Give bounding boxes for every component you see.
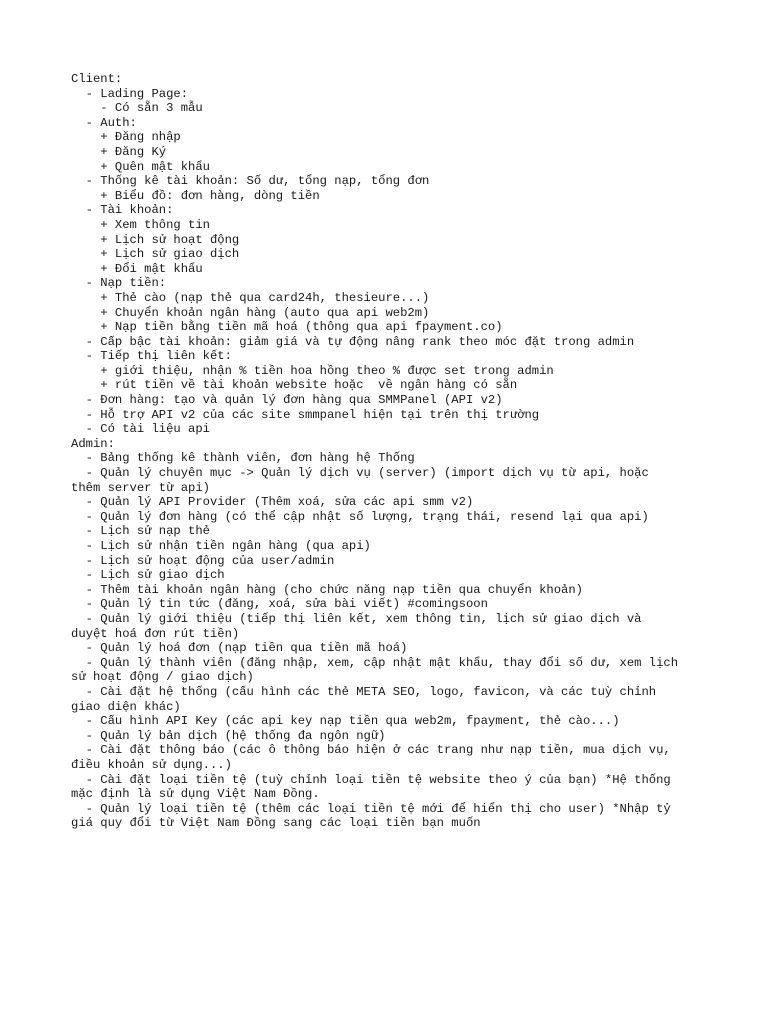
text-line: - Cấp bậc tài khoản: giảm giá và tự động nâng rank theo móc đặt trong admin — [71, 334, 635, 349]
text-line: mặc định là sử dụng Việt Nam Đồng. — [71, 787, 320, 802]
text-line: - Bảng thống kê thành viên, đơn hàng hệ Thống — [71, 451, 415, 466]
text-line: sử hoạt động / giao dịch) — [71, 670, 254, 685]
text-line: - Thêm tài khoản ngân hàng (cho chức năng nạp tiền qua chuyển khoản) — [71, 582, 583, 597]
text-line: - Lading Page: — [71, 86, 189, 101]
text-line: - Có sẵn 3 mẫu — [71, 101, 203, 116]
text-line: + Thẻ cào (nạp thẻ qua card24h, thesieure...) — [71, 290, 430, 305]
text-line: - Nạp tiền: — [71, 276, 167, 291]
text-line: - Quản lý API Provider (Thêm xoá, sửa các api smm v2) — [71, 495, 474, 510]
text-line: - Đơn hàng: tạo và quản lý đơn hàng qua SMMPanel (API v2) — [71, 393, 503, 408]
text-line: + Xem thông tin — [71, 217, 210, 232]
text-line: + Chuyển khoản ngân hàng (auto qua api web2m) — [71, 305, 430, 320]
text-line: - Có tài liệu api — [71, 422, 210, 437]
text-line: giá quy đổi từ Việt Nam Đồng sang các loại tiền bạn muốn — [71, 816, 481, 831]
text-line: - Cài đặt loại tiền tệ (tuỳ chỉnh loại tiền tệ website theo ý của bạn) *Hệ thống — [71, 772, 671, 787]
text-line: điều khoản sử dụng...) — [71, 757, 232, 772]
text-line: - Lịch sử giao dịch — [71, 568, 225, 583]
text-line: - Tiếp thị liên kết: — [71, 349, 232, 364]
text-line: + Đăng nhập — [71, 130, 181, 145]
text-line: Admin: — [71, 436, 115, 451]
text-line: - Lịch sử nạp thẻ — [71, 524, 210, 539]
text-line: + Quên mật khẩu — [71, 159, 210, 174]
text-line: - Quản lý bản dịch (hệ thống đa ngôn ngữ) — [71, 728, 386, 743]
text-line: + Nạp tiền bằng tiền mã hoá (thông qua api fpayment.co) — [71, 320, 503, 335]
text-line: - Cài đặt hệ thống (cấu hình các thẻ META SEO, logo, favicon, và các tuỳ chỉnh — [71, 684, 657, 699]
text-line: - Quản lý giới thiệu (tiếp thị liên kết, xem thông tin, lịch sử giao dịch và — [71, 611, 642, 626]
text-line: - Quản lý tin tức (đăng, xoá, sửa bài viết) #comingsoon — [71, 597, 488, 612]
text-line: giao diện khác) — [71, 699, 181, 714]
text-line: + rút tiền về tài khoản website hoặc về ngân hàng có sẵn — [71, 378, 518, 393]
text-line: - Quản lý thành viên (đăng nhập, xem, cập nhật mật khẩu, thay đổi số dư, xem lịch — [71, 655, 679, 670]
text-line: - Quản lý chuyên mục -> Quản lý dịch vụ (server) (import dịch vụ từ api, hoặc — [71, 466, 649, 481]
text-line: - Cài đặt thông báo (các ô thông báo hiện ở các trang như nạp tiền, mua dịch vụ, — [71, 743, 671, 758]
text-line: - Quản lý hoá đơn (nạp tiền qua tiền mã hoá) — [71, 641, 408, 656]
text-line: - Tài khoản: — [71, 203, 174, 218]
document-page — [71, 72, 711, 831]
text-line: - Cấu hình API Key (các api key nạp tiền qua web2m, fpayment, thẻ cào...) — [71, 714, 620, 729]
text-line: + Đăng Ký — [71, 144, 167, 159]
text-line: - Auth: — [71, 115, 137, 130]
text-line: + Đổi mật khẩu — [71, 261, 203, 276]
text-line: - Quản lý đơn hàng (có thể cập nhật số lượng, trạng thái, resend lại qua api) — [71, 509, 649, 524]
text-line: thêm server từ api) — [71, 480, 210, 495]
text-line: - Lịch sử hoạt động của user/admin — [71, 553, 335, 568]
text-line: + Lịch sử giao dịch — [71, 247, 240, 262]
text-line: - Hỗ trợ API v2 của các site smmpanel hiện tại trên thị trường — [71, 407, 540, 422]
text-line: Client: — [71, 72, 123, 86]
text-line: - Thống kê tài khoản: Số dư, tổng nạp, tổng đơn — [71, 174, 430, 189]
text-line: + Lịch sử hoạt động — [71, 232, 240, 247]
text-line: - Quản lý loại tiền tệ (thêm các loại tiền tệ mới để hiển thị cho user) *Nhập tỷ — [71, 801, 671, 816]
text-line: - Lịch sử nhận tiền ngân hàng (qua api) — [71, 539, 371, 553]
text-line: + Biểu đồ: đơn hàng, dòng tiền — [71, 188, 320, 203]
text-line: duyệt hoá đơn rút tiền) — [71, 626, 240, 641]
text-line: + giới thiệu, nhận % tiền hoa hồng theo % được set trong admin — [71, 363, 554, 378]
